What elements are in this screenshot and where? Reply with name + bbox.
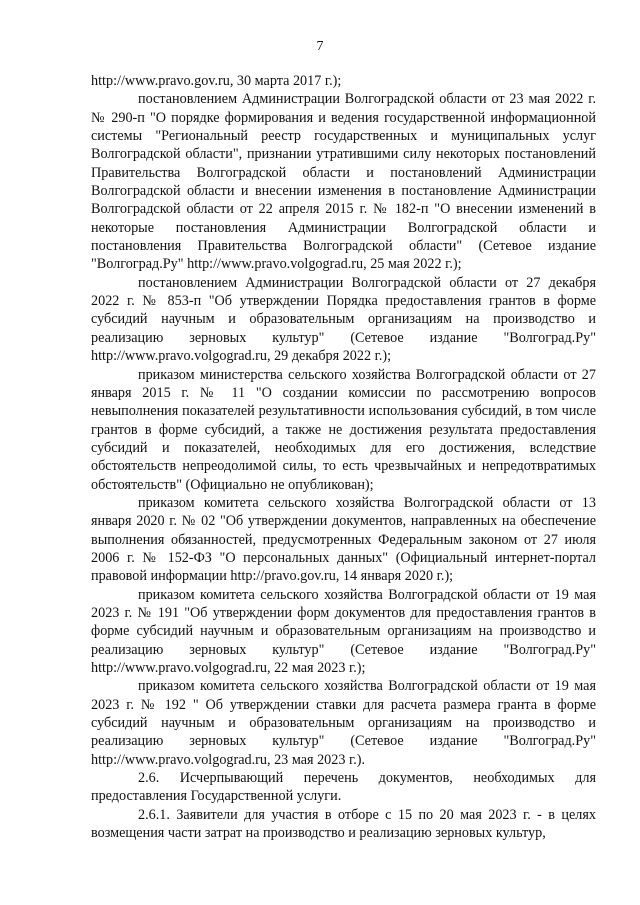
paragraph-url-continuation: http://www.pravo.gov.ru, 30 марта 2017 г.); [91, 73, 342, 89]
paragraph-order-191: приказом комитета сельского хозяйства Волгоградской области от 19 мая 2023 г. № 191 "Об утверждении форм документов для предоставления грантов в форме субсидий научным и образовательным организациям на производство и реализацию зерновых культур" (Сетевое издание "Волгоград.Ру" http://www.pravo.volgograd.ru, 22 мая 2023 г.); [91, 586, 596, 676]
paragraph-order-02: приказом комитета сельского хозяйства Волгоградской области от 13 января 2020 г. № 02 "Об утверждении документов, направленных на обеспечение выполнения обязанностей, предусмотренных Федеральным законом от 27 июля 2006 г. № 152-ФЗ "О персональных данных" (Официальный интернет-портал правовой информации http://pravo.gov.ru, 14 января 2020 г.); [91, 494, 596, 585]
paragraph-section-2-6-1: 2.6.1. Заявители для участия в отборе с 15 по 20 мая 2023 г. - в целях возмещения части затрат на производство и реализацию зерновых культур, [91, 806, 596, 842]
document-body [91, 72, 596, 842]
paragraph-decree-853: постановлением Администрации Волгоградской области от 27 декабря 2022 г. № 853-п "Об утверждении Порядка предоставления грантов в форме субсидий научным и образовательным организациям на производство и реализацию зерновых культур" (Сетевое издание "Волгоград.Ру" http://www.pravo.volgograd.ru, 29 декабря 2022 г.); [91, 274, 596, 365]
paragraph-section-2-6: 2.6. Исчерпывающий перечень документов, необходимых для предоставления Государственной услуги. [91, 770, 596, 805]
page-number: 7 [316, 39, 324, 54]
paragraph-decree-290: постановлением Администрации Волгоградской области от 23 мая 2022 г. № 290-п "О порядке формирования и ведения государственной информационной системы "Региональный реестр государственных и муниципальных услуг Волгоградской области", признании утратившими силу некоторых постановлений Правительства Волгоградской области и постановлений Администрации Волгоградской области и внесении изменения в постановление Администрации Волгоградской области от 22 апреля 2015 г. № 182-п "О внесении изменений в некоторые постановления Администрации Волгоградской области и постановления Правительства Волгоградской области" (Сетевое издание "Волгоград.Ру" http://www.pravo.volgograd.ru, 25 мая 2022 г.); [91, 91, 596, 273]
paragraph-order-192: приказом комитета сельского хозяйства Волгоградской области от 19 мая 2023 г. № 192 " Об утверждении ставки для расчета размера гранта в форме субсидий научным и образовательным организациям на производство и реализацию зерновых культур" (Сетевое издание "Волгоград.Ру" http://www.pravo.volgograd.ru, 23 мая 2023 г.). [91, 678, 596, 768]
paragraph-order-11: приказом министерства сельского хозяйства Волгоградской области от 27 января 2015 г. № 11 "О создании комиссии по рассмотрению вопросов невыполнения показателей результативности использования субсидий, в том числе грантов в форме субсидий, а также не достижения результата предоставления субсидий и показателей, необходимых для его достижения, вследствие обстоятельств непреодолимой силы, то есть чрезвычайных и непредотвратимых обстоятельств" (Официально не опубликован); [91, 366, 596, 493]
